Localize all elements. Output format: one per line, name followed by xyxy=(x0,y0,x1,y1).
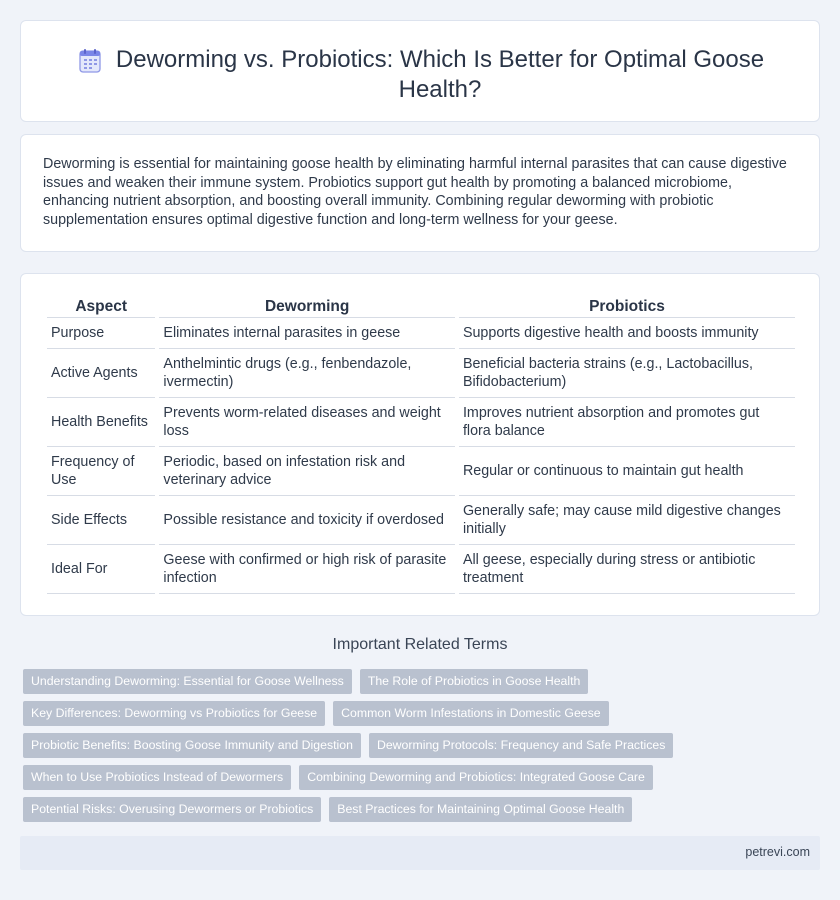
table-row xyxy=(47,349,795,398)
table-header-row xyxy=(47,296,795,318)
title-wrap xyxy=(91,45,789,105)
table-row xyxy=(47,318,795,349)
row-aspect: Health Benefits xyxy=(47,398,155,447)
row-probiotics: Regular or continuous to maintain gut health xyxy=(459,447,795,496)
row-aspect: Purpose xyxy=(47,318,155,349)
row-aspect: Frequency of Use xyxy=(47,447,155,496)
table-row xyxy=(47,545,795,594)
site-link[interactable]: petrevi.com xyxy=(745,845,810,859)
related-term-link[interactable]: Deworming Protocols: Frequency and Safe Practices xyxy=(369,733,673,758)
related-term-link[interactable]: Key Differences: Deworming vs Probiotics for Geese xyxy=(23,701,325,726)
related-term-link[interactable]: Understanding Deworming: Essential for Goose Wellness xyxy=(23,669,352,694)
row-probiotics: Beneficial bacteria strains (e.g., Lactobacillus, Bifidobacterium) xyxy=(459,349,795,398)
row-probiotics: Generally safe; may cause mild digestive changes initially xyxy=(459,496,795,545)
row-probiotics: All geese, especially during stress or antibiotic treatment xyxy=(459,545,795,594)
tag-row xyxy=(23,701,823,726)
row-aspect: Ideal For xyxy=(47,545,155,594)
row-deworming: Anthelmintic drugs (e.g., fenbendazole, ivermectin) xyxy=(159,349,455,398)
related-term-link[interactable]: Combining Deworming and Probiotics: Integrated Goose Care xyxy=(299,765,653,790)
row-aspect: Side Effects xyxy=(47,496,155,545)
row-deworming: Prevents worm-related diseases and weight loss xyxy=(159,398,455,447)
table-row xyxy=(47,447,795,496)
row-probiotics: Supports digestive health and boosts immunity xyxy=(459,318,795,349)
related-terms-list xyxy=(23,669,823,829)
tag-row xyxy=(23,669,823,694)
tag-row xyxy=(23,733,823,758)
page-title: Deworming vs. Probiotics: Which Is Better for Optimal Goose Health? xyxy=(115,46,765,103)
comparison-card xyxy=(20,273,820,616)
row-deworming: Possible resistance and toxicity if overdosed xyxy=(159,496,455,545)
comparison-table xyxy=(43,296,799,594)
header-aspect: Aspect xyxy=(47,296,155,318)
header-probiotics: Probiotics xyxy=(459,296,795,318)
related-term-link[interactable]: When to Use Probiotics Instead of Dewormers xyxy=(23,765,291,790)
row-deworming: Eliminates internal parasites in geese xyxy=(159,318,455,349)
tag-row xyxy=(23,797,823,822)
row-deworming: Geese with confirmed or high risk of parasite infection xyxy=(159,545,455,594)
row-probiotics: Improves nutrient absorption and promotes gut flora balance xyxy=(459,398,795,447)
footer xyxy=(20,836,820,870)
intro-paragraph: Deworming is essential for maintaining goose health by eliminating harmful internal parasites that can cause digestive issues and weaken their immune system. Probiotics support gut health by promoting a balanced microbiome, enhancing nutrient absorption, and boosting overall immunity. Combining regular deworming with probiotic supplementation ensures optimal digestive function and long-term wellness for your geese. xyxy=(43,156,787,228)
row-deworming: Periodic, based on infestation risk and veterinary advice xyxy=(159,447,455,496)
header-deworming: Deworming xyxy=(159,296,455,318)
header-card xyxy=(20,20,820,122)
related-terms-heading: Important Related Terms xyxy=(332,636,508,653)
related-term-link[interactable]: Common Worm Infestations in Domestic Geese xyxy=(333,701,608,726)
table-row xyxy=(47,398,795,447)
related-term-link[interactable]: Probiotic Benefits: Boosting Goose Immunity and Digestion xyxy=(23,733,361,758)
table-row xyxy=(47,496,795,545)
intro-card xyxy=(20,134,820,252)
related-term-link[interactable]: The Role of Probiotics in Goose Health xyxy=(360,669,589,694)
tag-row xyxy=(23,765,823,790)
related-term-link[interactable]: Potential Risks: Overusing Dewormers or Probiotics xyxy=(23,797,321,822)
related-term-link[interactable]: Best Practices for Maintaining Optimal Goose Health xyxy=(329,797,632,822)
row-aspect: Active Agents xyxy=(47,349,155,398)
